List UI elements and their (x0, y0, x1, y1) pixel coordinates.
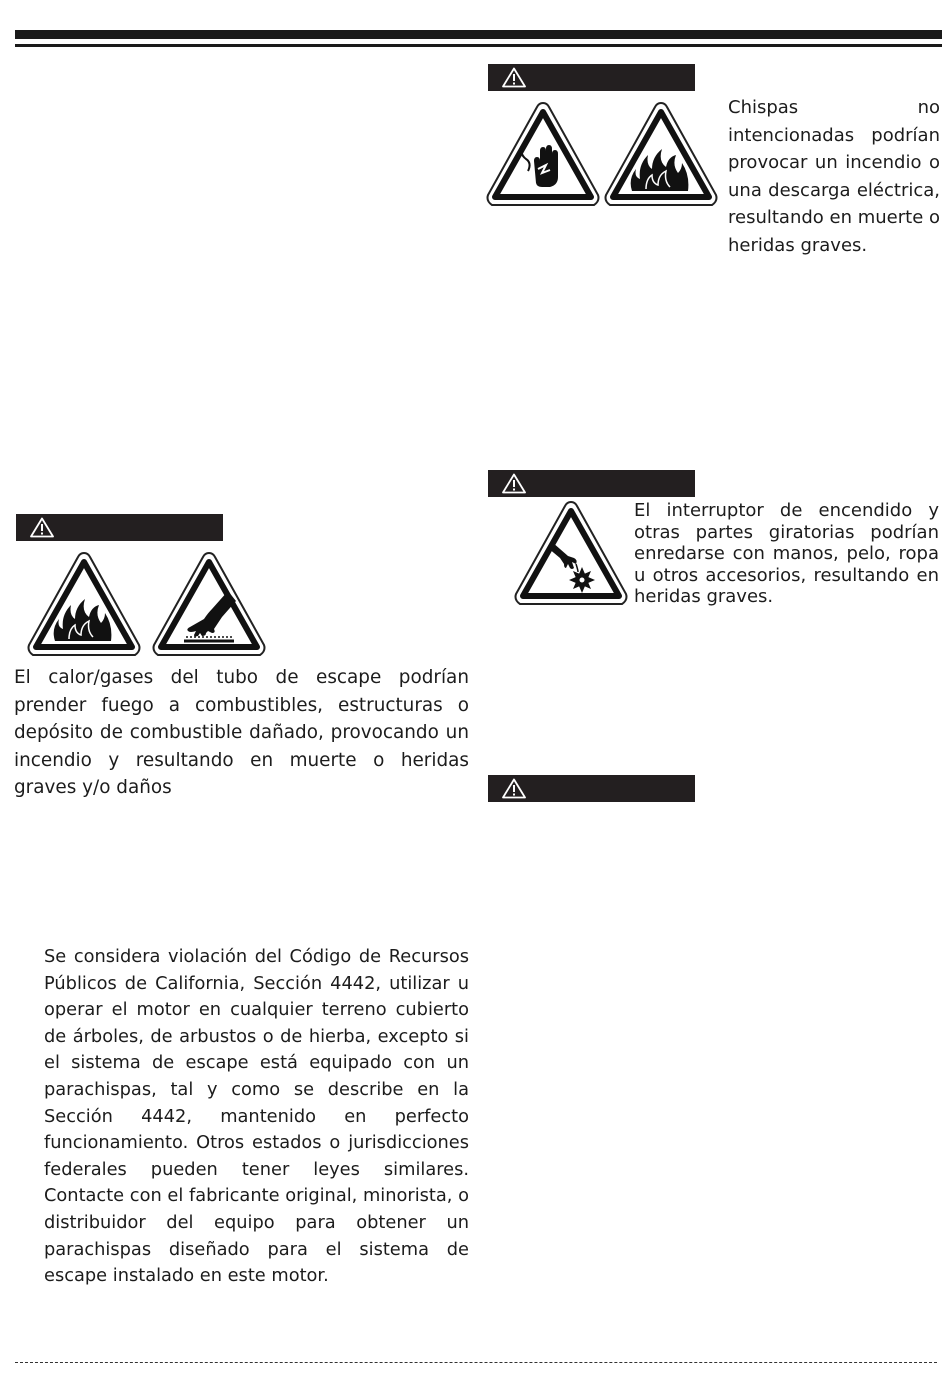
electric-shock-icon (484, 99, 602, 209)
header-rule-thick (15, 30, 942, 39)
entanglement-icon (512, 498, 630, 608)
warning-triangle-icon (30, 517, 54, 538)
warning-bar-exhaust (16, 514, 223, 541)
warning-text-sparks: Chispas no intencionadas podrían provocar un incendio o una descarga eléctrica, resultando en muerte o heridas graves. (728, 97, 941, 256)
warning-bar-sparks (488, 64, 695, 91)
warning-bar-rotating (488, 470, 695, 497)
warning-triangle-icon (502, 778, 526, 799)
footer-dashed-rule (15, 1362, 937, 1363)
warning-bar-empty (488, 775, 695, 802)
hot-surface-icon (150, 549, 268, 659)
warning-triangle-icon (502, 67, 526, 88)
warning-text-rotating: El interruptor de encendido y otras partes giratorias podrían enredarse con manos, pelo, ropa u otros accesorios, resultando en heridas graves. (634, 500, 939, 607)
fire-icon (602, 99, 720, 209)
warning-triangle-icon (502, 473, 526, 494)
fire-icon (25, 549, 143, 659)
header-rule-thin (15, 44, 942, 47)
warning-text-exhaust: El calor/gases del tubo de escape podrían prender fuego a combustibles, estructuras o depósito de combustible dañado, provocando un incendio y resultando en muerte o heridas graves y/o daños (14, 667, 469, 798)
california-notice-text: Se considera violación del Código de Recursos Públicos de California, Sección 4442, utilizar u operar el motor en cualquier terreno cubierto de árboles, de arbustos o de hierba, excepto si el sistema de escape está equipado con un parachispas, tal y como se describe en la Sección 4442, mantenido en perfecto funcionamiento. Otros estados o jurisdicciones federales pueden tener leyes similares. Contacte con el fabricante original, minorista, o distribuidor del equipo para obtener un parachispas diseñado para el sistema de escape instalado en este motor. (44, 946, 469, 1287)
